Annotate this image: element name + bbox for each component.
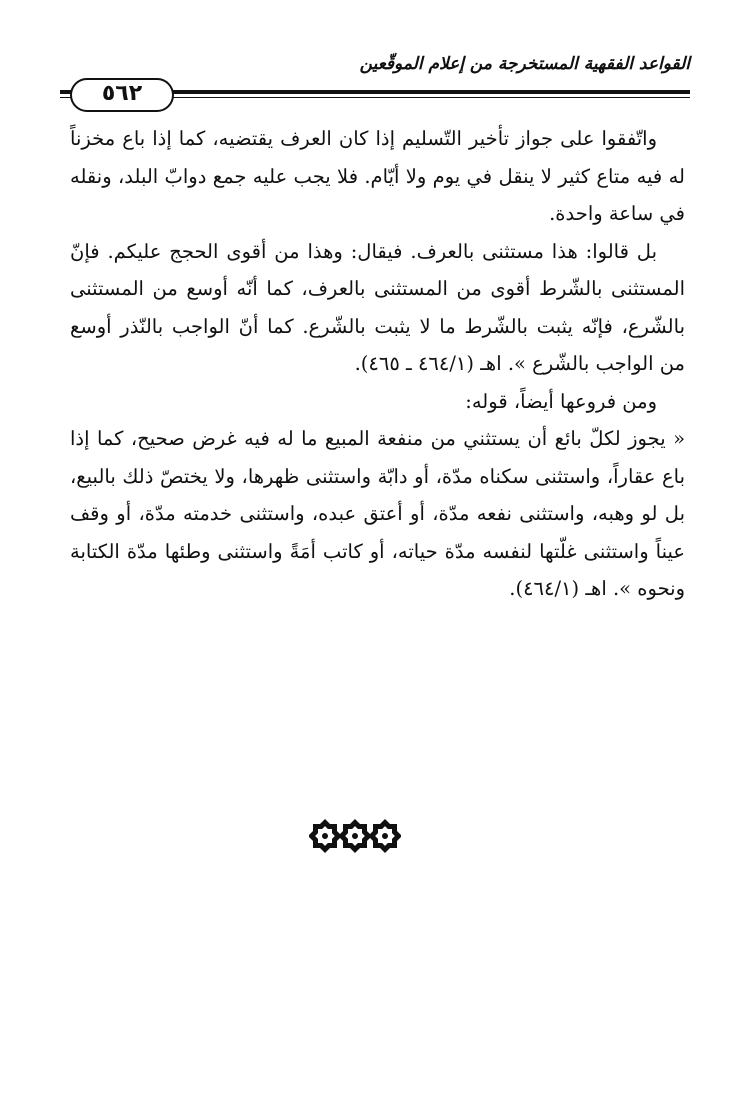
running-title: القواعد الفقهية المستخرجة من إعلام الموقّعين bbox=[359, 54, 690, 74]
paragraph-4: « يجوز لكلّ بائع أن يستثني من منفعة المبيع ما له فيه غرض صحيح، كما إذا باع عقاراً، واستثنى سكناه مدّة، أو دابّة واستثنى ظهرها، ولا يختصّ ذلك بالبيع، بل لو وهبه، واستثنى نفعه مدّة، أو أعتق عبده، واستثنى خدمته مدّة، أو وقف عيناً واستثنى غلّتها لنفسه مدّة حياته، أو كاتب أمَةً واستثنى وطئها مدّة الكتابة ونحوه ». اهـ (٤٦٤/١). bbox=[70, 427, 685, 600]
ornament-star-2 bbox=[338, 819, 372, 853]
triple-star-ornament-icon bbox=[309, 818, 401, 854]
paragraph-2: بل قالوا: هذا مستثنى بالعرف. فيقال: وهذا من أقوى الحجج عليكم. فإنّ المستثنى بالشّرط أقوى من المستثنى بالعرف، كما أنّه أوسع من المستثنى بالشّرع، فإنّه يثبت بالشّرط ما لا يثبت بالشّرع. كما أنّ الواجب بالنّذر أوسع من الواجب بالشّرع ». اهـ (٤٦٤/١ ـ ٤٦٥). bbox=[70, 239, 685, 375]
main-text bbox=[70, 120, 685, 608]
ornament-star-3 bbox=[368, 819, 401, 853]
paragraph-1: واتّفقوا على جواز تأخير التّسليم إذا كان العرف يقتضيه، كما إذا باع مخزناً له فيه متاع كثير لا ينقل في يوم ولا أيّام. فلا يجب عليه جمع دوابّ البلد، ونقله في ساعة واحدة. bbox=[70, 127, 685, 225]
paragraph-3: ومن فروعها أيضاً، قوله: bbox=[465, 389, 657, 413]
ornament-star-1 bbox=[309, 819, 342, 853]
page-header bbox=[60, 40, 690, 110]
page-number: ٥٦٢ bbox=[70, 78, 174, 112]
